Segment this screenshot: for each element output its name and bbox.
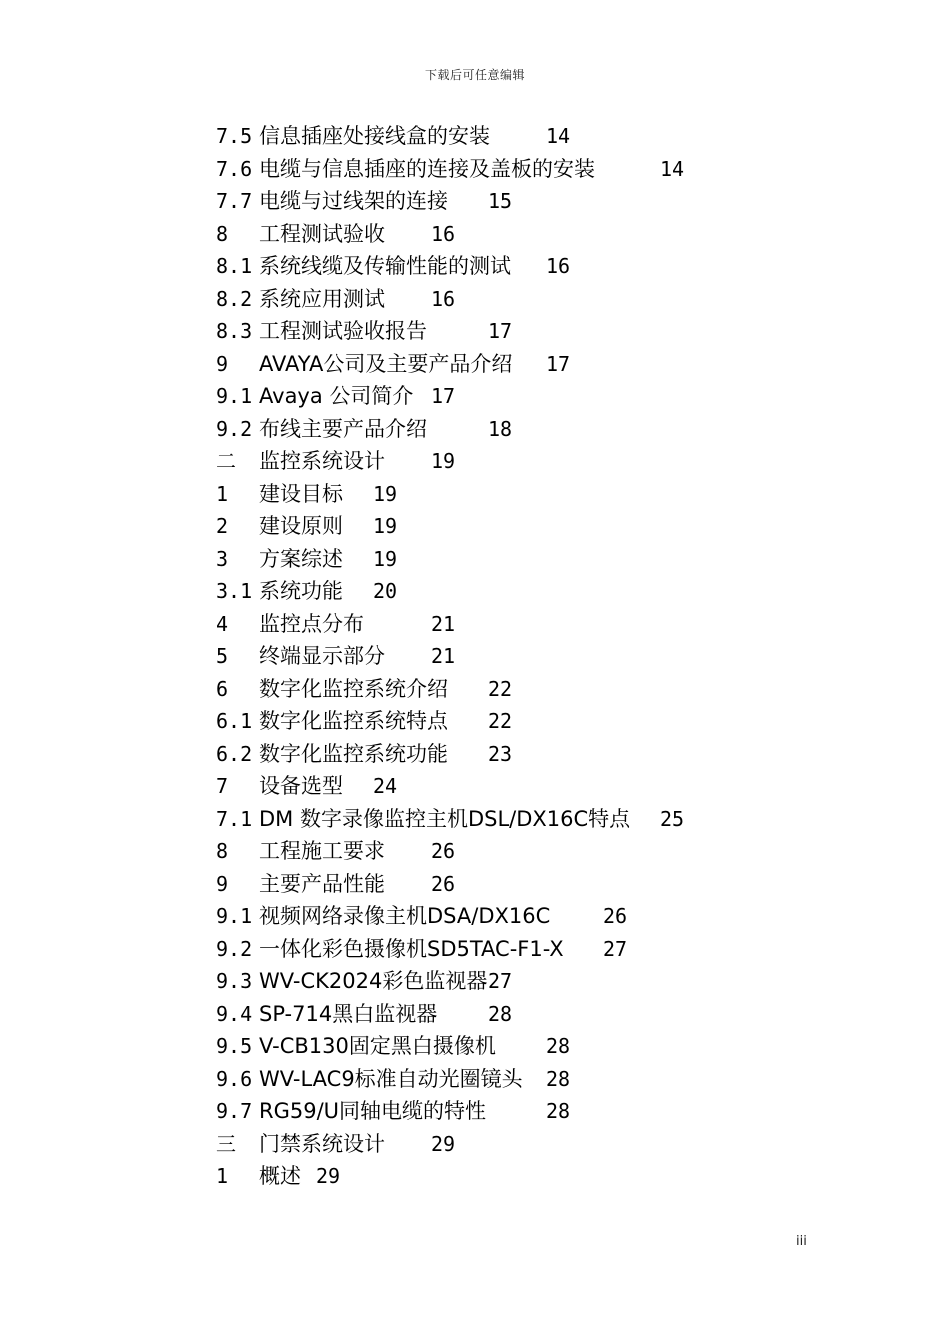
toc-entry-number: 9.7 bbox=[216, 1099, 253, 1123]
toc-entry-title: V-CB130固定黑白摄像机 bbox=[259, 1034, 496, 1058]
toc-entry-number: 9.6 bbox=[216, 1066, 253, 1091]
toc-entry-title: 信息插座处接线盒的安装 bbox=[259, 124, 490, 148]
toc-entry-title: 系统功能 bbox=[259, 579, 343, 603]
toc-entry bbox=[216, 803, 776, 836]
toc-entry bbox=[216, 965, 776, 998]
toc-entry-title: 布线主要产品介绍 bbox=[259, 416, 427, 441]
toc-entry bbox=[216, 1095, 776, 1128]
page-header: 下载后可任意编辑 bbox=[424, 68, 525, 82]
toc-entry-title: 工程施工要求 bbox=[259, 839, 385, 863]
toc-entry-title: 建设目标 bbox=[259, 481, 343, 506]
toc-entry-page: 24 bbox=[373, 774, 398, 798]
toc-entry bbox=[216, 1063, 776, 1096]
toc-entry-number: 8 bbox=[216, 839, 229, 863]
toc-entry-page: 26 bbox=[603, 904, 628, 928]
toc-entry bbox=[216, 998, 776, 1031]
toc-entry bbox=[216, 413, 776, 446]
toc-entry-page: 21 bbox=[431, 644, 456, 668]
toc-entry-number: 8 bbox=[216, 221, 229, 246]
toc-entry-title: 设备选型 bbox=[259, 774, 343, 798]
toc-entry-page: 19 bbox=[373, 514, 398, 538]
toc-entry-page: 14 bbox=[546, 124, 571, 148]
toc-entry bbox=[216, 575, 776, 608]
toc-entry bbox=[216, 478, 776, 511]
toc-entry-number: 3 bbox=[216, 546, 229, 571]
toc-entry-title: 方案综述 bbox=[259, 546, 343, 571]
toc-entry-number: 二 bbox=[216, 449, 236, 473]
toc-entry-page: 27 bbox=[603, 936, 628, 961]
toc-entry-page: 21 bbox=[431, 611, 456, 636]
toc-entry-number: 9.1 bbox=[216, 904, 253, 928]
toc-entry-number: 8.3 bbox=[216, 319, 253, 343]
toc-entry-page: 26 bbox=[431, 871, 456, 896]
toc-entry bbox=[216, 348, 776, 381]
toc-entry-page: 23 bbox=[488, 741, 513, 766]
toc-entry-page: 18 bbox=[488, 416, 513, 441]
toc-entry-title: 视频网络录像主机DSA/DX16C bbox=[259, 904, 551, 928]
toc-entry bbox=[216, 1030, 776, 1063]
toc-entry-number: 9.5 bbox=[216, 1034, 253, 1058]
toc-entry bbox=[216, 835, 776, 868]
toc-entry bbox=[216, 445, 776, 478]
table-of-contents bbox=[216, 120, 776, 1193]
toc-entry bbox=[216, 283, 776, 316]
toc-entry bbox=[216, 1128, 776, 1161]
toc-entry-title: 主要产品性能 bbox=[259, 871, 385, 896]
toc-entry-page: 25 bbox=[660, 806, 685, 831]
toc-entry-number: 三 bbox=[216, 1131, 236, 1156]
toc-entry-number: 1 bbox=[216, 1164, 229, 1188]
toc-entry-page: 27 bbox=[488, 969, 513, 993]
toc-entry-title: Avaya 公司简介 bbox=[259, 384, 414, 408]
toc-entry-number: 7.5 bbox=[216, 124, 253, 148]
toc-entry-title: 工程测试验收报告 bbox=[259, 319, 427, 343]
toc-entry bbox=[216, 120, 776, 153]
toc-entry-number: 2 bbox=[216, 514, 229, 538]
toc-entry bbox=[216, 250, 776, 283]
toc-entry-number: 6.2 bbox=[216, 741, 253, 766]
toc-entry bbox=[216, 380, 776, 413]
toc-entry-number: 7.7 bbox=[216, 189, 253, 213]
toc-entry bbox=[216, 543, 776, 576]
toc-entry-number: 6.1 bbox=[216, 709, 253, 733]
toc-entry bbox=[216, 640, 776, 673]
toc-entry bbox=[216, 770, 776, 803]
toc-entry bbox=[216, 218, 776, 251]
toc-entry-number: 7.6 bbox=[216, 156, 253, 181]
toc-entry-page: 28 bbox=[546, 1099, 571, 1123]
toc-entry-title: RG59/U同轴电缆的特性 bbox=[259, 1099, 487, 1123]
toc-entry-title: 门禁系统设计 bbox=[259, 1131, 385, 1156]
toc-entry-number: 9 bbox=[216, 351, 229, 376]
toc-entry bbox=[216, 153, 776, 186]
toc-entry bbox=[216, 933, 776, 966]
toc-entry-page: 16 bbox=[431, 221, 456, 246]
toc-entry bbox=[216, 1160, 776, 1193]
toc-entry-page: 17 bbox=[546, 351, 571, 376]
toc-entry-title: 电缆与信息插座的连接及盖板的安装 bbox=[259, 156, 595, 181]
toc-entry-number: 9.2 bbox=[216, 416, 253, 441]
toc-entry-page: 17 bbox=[431, 384, 456, 408]
toc-entry-page: 16 bbox=[546, 254, 571, 278]
toc-entry-page: 20 bbox=[373, 579, 398, 603]
toc-entry-page: 28 bbox=[546, 1034, 571, 1058]
toc-entry-page: 28 bbox=[546, 1066, 571, 1091]
toc-entry-title: SP-714黑白监视器 bbox=[259, 1001, 438, 1026]
toc-entry bbox=[216, 608, 776, 641]
toc-entry-number: 5 bbox=[216, 644, 229, 668]
toc-entry-page: 17 bbox=[488, 319, 513, 343]
toc-entry-title: AVAYA公司及主要产品介绍 bbox=[259, 351, 513, 376]
toc-entry-title: 系统线缆及传输性能的测试 bbox=[259, 254, 511, 278]
toc-entry-number: 6 bbox=[216, 676, 229, 701]
toc-entry-title: 电缆与过线架的连接 bbox=[259, 189, 448, 213]
toc-entry-number: 7 bbox=[216, 774, 229, 798]
toc-entry-page: 14 bbox=[660, 156, 685, 181]
toc-entry-title: 建设原则 bbox=[259, 514, 343, 538]
toc-entry-page: 26 bbox=[431, 839, 456, 863]
toc-entry-page: 22 bbox=[488, 676, 513, 701]
toc-entry-page: 19 bbox=[373, 546, 398, 571]
toc-entry-number: 8.1 bbox=[216, 254, 253, 278]
toc-entry-title: WV-CK2024彩色监视器 bbox=[259, 969, 488, 993]
toc-entry-title: 监控点分布 bbox=[259, 611, 364, 636]
toc-entry-number: 9.4 bbox=[216, 1001, 253, 1026]
toc-entry-number: 1 bbox=[216, 481, 229, 506]
toc-entry-number: 4 bbox=[216, 611, 229, 636]
toc-entry bbox=[216, 868, 776, 901]
toc-entry-page: 19 bbox=[373, 481, 398, 506]
toc-entry-title: 数字化监控系统功能 bbox=[259, 741, 448, 766]
toc-entry-page: 15 bbox=[488, 189, 513, 213]
toc-entry-title: 一体化彩色摄像机SD5TAC-F1-X bbox=[259, 936, 564, 961]
toc-entry bbox=[216, 315, 776, 348]
toc-entry-title: 概述 bbox=[259, 1164, 301, 1188]
toc-entry-title: 数字化监控系统特点 bbox=[259, 709, 448, 733]
toc-entry-page: 28 bbox=[488, 1001, 513, 1026]
toc-entry bbox=[216, 673, 776, 706]
toc-entry bbox=[216, 510, 776, 543]
toc-entry bbox=[216, 705, 776, 738]
toc-entry-number: 3.1 bbox=[216, 579, 253, 603]
toc-entry-number: 7.1 bbox=[216, 806, 253, 831]
toc-entry-number: 9 bbox=[216, 871, 229, 896]
toc-entry bbox=[216, 900, 776, 933]
toc-entry-page: 19 bbox=[431, 449, 456, 473]
page-number: iii bbox=[796, 1234, 807, 1249]
toc-entry-page: 22 bbox=[488, 709, 513, 733]
toc-entry-title: 工程测试验收 bbox=[259, 221, 385, 246]
toc-entry bbox=[216, 185, 776, 218]
toc-entry bbox=[216, 738, 776, 771]
toc-entry-title: 监控系统设计 bbox=[259, 449, 385, 473]
toc-entry-page: 29 bbox=[431, 1131, 456, 1156]
toc-entry-number: 8.2 bbox=[216, 286, 253, 311]
toc-entry-number: 9.1 bbox=[216, 384, 253, 408]
toc-entry-number: 9.3 bbox=[216, 969, 253, 993]
toc-entry-title: WV-LAC9标准自动光圈镜头 bbox=[259, 1066, 523, 1091]
toc-entry-title: 系统应用测试 bbox=[259, 286, 385, 311]
toc-entry-title: 数字化监控系统介绍 bbox=[259, 676, 448, 701]
toc-entry-title: 终端显示部分 bbox=[259, 644, 385, 668]
toc-entry-title: DM 数字录像监控主机DSL/DX16C特点 bbox=[259, 806, 631, 831]
toc-entry-page: 29 bbox=[316, 1164, 341, 1188]
toc-entry-page: 16 bbox=[431, 286, 456, 311]
toc-entry-number: 9.2 bbox=[216, 936, 253, 961]
